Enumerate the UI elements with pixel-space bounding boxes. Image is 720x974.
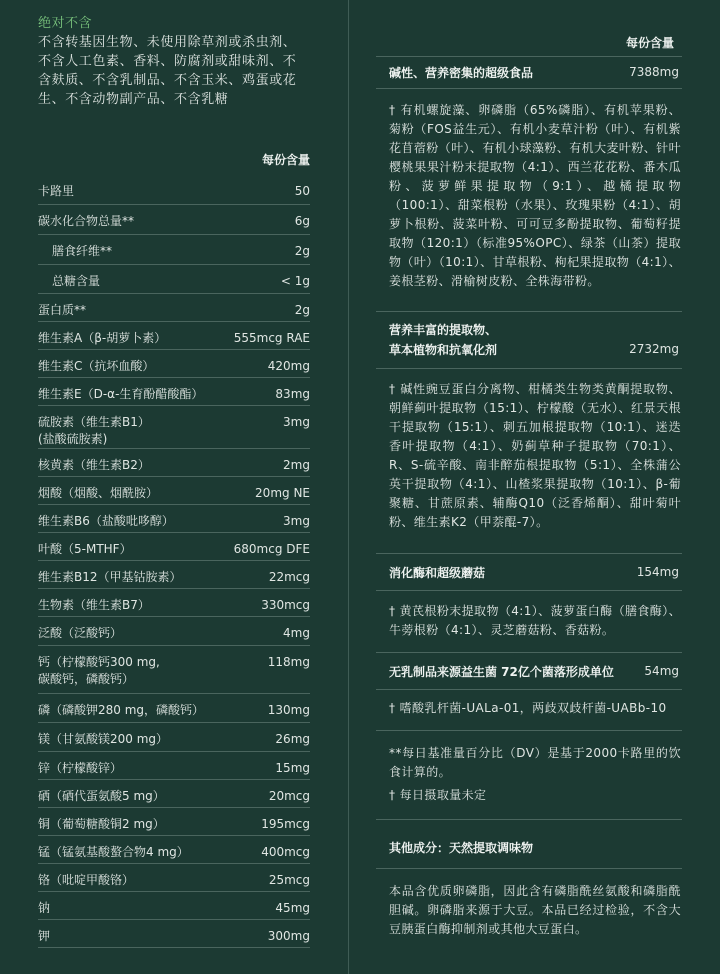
- divider: [376, 868, 682, 869]
- nutrition-row-protein: [38, 293, 310, 322]
- row-label: 膳食纤维**: [52, 244, 113, 258]
- row-value: 20mcg: [268, 789, 310, 803]
- row-label: 维生素E（D-α-生育酚醋酸酯）: [38, 387, 204, 401]
- row-value: 2g: [294, 303, 310, 317]
- nutrition-row-thiamine: [38, 405, 310, 449]
- ingredients-header: 每份含量: [626, 36, 675, 50]
- nutrition-row-magnesium: [38, 722, 310, 752]
- row-label: 总糖含量: [52, 274, 101, 288]
- row-value: 15mg: [275, 761, 310, 775]
- row-value: < 1g: [280, 274, 310, 288]
- footnote-dagger: † 每日摄取量未定: [389, 788, 487, 802]
- row-value: 420mg: [267, 359, 310, 373]
- nutrition-row-calories: [38, 174, 310, 205]
- nutrition-header: 每份含量: [262, 153, 311, 167]
- divider: [376, 88, 682, 89]
- section-amount: 7388mg: [629, 65, 679, 79]
- section-name-line1: 营养丰富的提取物、: [389, 323, 498, 337]
- nutrition-row-biotin: [38, 588, 310, 617]
- row-value: 20mg NE: [255, 486, 310, 500]
- section-name: [389, 320, 497, 360]
- row-value: 680mcg DFE: [233, 542, 310, 556]
- row-value: 3mg: [283, 415, 310, 429]
- row-label: 泛酸（泛酸钙）: [38, 626, 123, 640]
- row-value: 2g: [294, 244, 310, 258]
- row-label: [38, 654, 160, 688]
- nutrition-row-vitamin-c: [38, 349, 310, 378]
- section-probiotics-text: † 嗜酸乳杆菌-UALa-01，两歧双歧杆菌-UABb-10: [389, 701, 667, 715]
- column-divider: [348, 0, 349, 974]
- row-label-line2: (盐酸硫胺素): [38, 432, 108, 446]
- nutrition-row-potassium: [38, 919, 310, 948]
- row-label: 磷（磷酸钾280 mg，磷酸钙）: [38, 703, 205, 717]
- section-name: 消化酶和超级蘑菇: [389, 566, 486, 580]
- row-label: [38, 414, 150, 448]
- nutrition-row-carbs: [38, 204, 310, 235]
- section-name: 无乳制品来源益生菌 72亿个菌落形成单位: [389, 665, 614, 679]
- row-label: 维生素A（β-胡萝卜素）: [38, 331, 167, 345]
- nutrition-row-sodium: [38, 891, 310, 920]
- row-label: 烟酸（烟酸、烟酰胺）: [38, 486, 159, 500]
- divider: [376, 56, 682, 57]
- row-label: 叶酸（5-MTHF）: [38, 542, 132, 556]
- row-label: 铜（葡萄糖酸铜2 mg）: [38, 817, 165, 831]
- nutrition-row-niacin: [38, 476, 310, 505]
- other-ingredients-text: 本品含优质卵磷脂，因此含有磷脂酰丝氨酸和磷脂酰胆碱。卵磷脂来源于大豆。本品已经过检验，不含大豆胰蛋白酶抑制剂或其他大豆蛋白。: [389, 884, 681, 936]
- divider: [376, 652, 682, 653]
- nutrition-row-sugars: [38, 264, 310, 294]
- row-label: 锰（锰氨基酸螯合物4 mg）: [38, 845, 189, 859]
- row-value: 45mg: [275, 901, 310, 915]
- section-extracts-title: [389, 320, 679, 362]
- row-label-line1: 钙（柠檬酸钙300 mg,: [38, 655, 160, 669]
- row-value: 26mg: [275, 732, 310, 746]
- nutrition-row-selenium: [38, 779, 310, 808]
- row-label: 钠: [38, 901, 51, 915]
- nutrition-row-vitamin-a: [38, 321, 310, 350]
- row-value: 330mcg: [261, 598, 310, 612]
- nutrition-row-zinc: [38, 751, 310, 780]
- section-name: 其他成分：天然提取调味物: [389, 841, 534, 855]
- section-amount: 54mg: [644, 664, 679, 678]
- row-label: 锌（柠檬酸锌）: [38, 761, 123, 775]
- section-amount: 154mg: [636, 565, 679, 579]
- section-extracts-text: † 碱性豌豆蛋白分离物、柑橘类生物类黄酮提取物、朝鲜蓟叶提取物（15:1）、柠檬酸（无水）、红景天根干提取物（15:1）、刺五加根提取物（10:1）、迷迭香叶提取物（4:1）、奶蓟草种子提取物（70:1）、R、S-硫辛酸、南非醉茄根提取物（5:1）、全株蒲公英干提取物（4:1）、山楂浆果提取物（10:1）、β-葡聚糖、甘蔗原素、辅酶Q10（泛香烯酮）、甜叶菊叶粉、维生素K2（甲萘醌-7）。: [389, 382, 681, 529]
- row-label: 蛋白质**: [38, 303, 87, 317]
- row-value: 195mcg: [261, 817, 310, 831]
- row-value: 22mcg: [268, 570, 310, 584]
- nutrition-row-pantothenic-acid: [38, 616, 310, 646]
- row-label-line2: 碳酸钙，磷酸钙）: [38, 672, 135, 686]
- section-enzymes-text: † 黄芪根粉末提取物（4:1）、菠萝蛋白酶（膳食酶）、牛蒡根粉（4:1）、灵芝蘑菇粉、香菇粉。: [389, 604, 681, 637]
- row-value: 130mg: [267, 703, 310, 717]
- row-value: 2mg: [283, 458, 310, 472]
- row-label: 碳水化合物总量**: [38, 214, 135, 228]
- row-value: 555mcg RAE: [233, 331, 310, 345]
- nutrition-row-chromium: [38, 863, 310, 892]
- section-name: 碱性、营养密集的超级食品: [389, 66, 534, 80]
- divider: [376, 311, 682, 312]
- divider: [376, 590, 682, 591]
- divider: [376, 730, 682, 731]
- row-label: 钾: [38, 929, 51, 943]
- row-label: 生物素（维生素B7）: [38, 598, 150, 612]
- nutrition-row-vitamin-e: [38, 377, 310, 406]
- row-label: 硒（硒代蛋氨酸5 mg）: [38, 789, 165, 803]
- row-value: 83mg: [275, 387, 310, 401]
- other-ingredients-title: [389, 838, 679, 860]
- free-from-text: 不含转基因生物、未使用除草剂或杀虫剂、不含人工色素、香料、防腐剂或甜味剂、不含麸质、不含乳制品、不含玉米、鸡蛋或花生、不含动物副产品、不含乳糖: [38, 35, 297, 107]
- nutrition-row-folate: [38, 532, 310, 561]
- row-label: 维生素C（抗坏血酸）: [38, 359, 155, 373]
- section-enzymes-title: [389, 563, 679, 585]
- nutrition-row-vitamin-b6: [38, 504, 310, 533]
- divider: [376, 368, 682, 369]
- section-probiotics-title: [389, 662, 679, 684]
- nutrition-row-manganese: [38, 835, 310, 864]
- row-value: 400mcg: [261, 845, 310, 859]
- nutrition-row-calcium: [38, 645, 310, 694]
- row-value: 118mg: [267, 655, 310, 669]
- row-label: 维生素B12（甲基钴胺素）: [38, 570, 182, 584]
- nutrition-row-riboflavin: [38, 448, 310, 477]
- row-label: 铬（吡啶甲酸铬）: [38, 873, 135, 887]
- row-label: 核黄素（维生素B2）: [38, 458, 150, 472]
- divider: [376, 553, 682, 554]
- free-from-title: 绝对不含: [38, 16, 93, 31]
- row-value: 50: [294, 184, 310, 198]
- row-value: 3mg: [283, 514, 310, 528]
- section-amount: 2732mg: [629, 342, 679, 356]
- divider: [376, 689, 682, 690]
- row-label: 卡路里: [38, 184, 75, 198]
- nutrition-row-vitamin-b12: [38, 560, 310, 589]
- row-value: 25mcg: [268, 873, 310, 887]
- divider: [376, 819, 682, 820]
- nutrition-row-phosphorus: [38, 693, 310, 723]
- row-label: 维生素B6（盐酸吡哆醇）: [38, 514, 174, 528]
- row-value: 300mg: [267, 929, 310, 943]
- row-label-line1: 硫胺素（维生素B1）: [38, 415, 150, 429]
- nutrition-row-fiber: [38, 234, 310, 265]
- section-superfoods-title: [389, 63, 679, 85]
- row-value: 6g: [294, 214, 310, 228]
- row-label: 镁（甘氨酸镁200 mg）: [38, 732, 169, 746]
- row-value: 4mg: [283, 626, 310, 640]
- section-name-line2: 草本植物和抗氧化剂: [389, 343, 498, 357]
- section-superfoods-text: † 有机螺旋藻、卵磷脂（65%磷脂）、有机苹果粉、菊粉（FOS益生元）、有机小麦草汁粉（叶）、有机紫花苜蓿粉（叶）、有机小球藻粉、有机大麦叶粉、针叶樱桃果果汁粉末提取物（4:1）、西兰花花粉、番木瓜粉、菠萝鲜果提取物（9:1）、越橘提取物（100:1）、甜菜根粉（水果）、玫瑰果粉（4:1）、胡萝卜根粉、菠菜叶粉、可可豆多酚提取物、葡萄籽提取物（120:1）（标准95%OPC）、绿茶（山茶）提取物（叶）（10:1）、甘草根粉、枸杞果提取物（4:1）、姜根茎粉、滑榆树皮粉、全株海带粉。: [389, 103, 681, 288]
- footnote-daily-value: **每日基准量百分比（DV）是基于2000卡路里的饮食计算的。: [389, 746, 681, 779]
- nutrition-row-copper: [38, 807, 310, 836]
